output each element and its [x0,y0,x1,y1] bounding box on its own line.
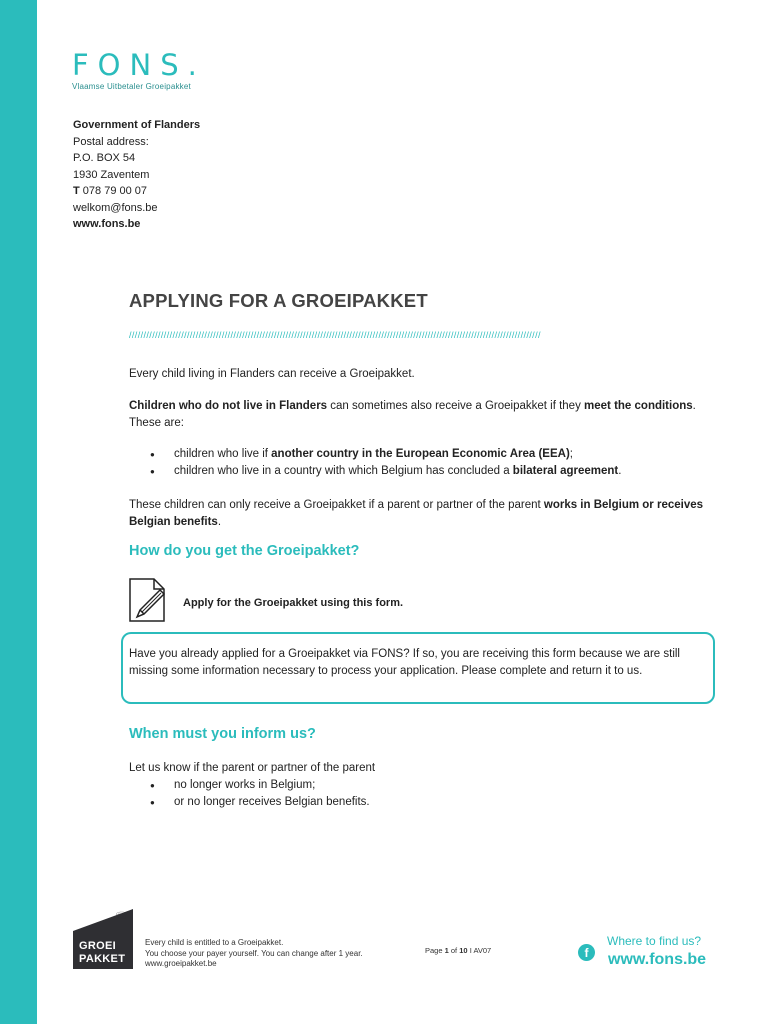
city: 1930 Zaventem [73,168,150,181]
list-item [150,463,621,480]
inform-intro: Let us know if the parent or partner of the parent [129,762,376,774]
badge-line-1: GROEI [79,940,116,952]
conditions-paragraph [129,398,699,432]
conditions-bold-2: meet the conditions [584,400,693,412]
eligibility-paragraph [129,497,709,531]
conditions-text-1: can sometimes also receive a Groeipakket if they [327,400,585,412]
list-item-end: ; [569,448,573,460]
list-item [150,446,621,463]
conditions-text-2: . These are: [129,400,696,429]
sender-address [73,117,200,233]
notice-text: Have you already applied for a Groeipakket via FONS? If so, you are receiving this form because we are still missing some information necessary to process your application. Please complete and return it to us. [129,648,680,677]
page-of: of [450,946,458,955]
slash-divider: ////////////////////////////////////////////////////////////////////////////////////////////////////////////////////////////////////////////// [129,330,541,340]
inform-list [150,777,370,811]
list-item-text: children who live if [174,448,272,460]
eligibility-end: . [217,516,222,528]
footer-link[interactable]: www.groeipakket.be [145,959,217,968]
phone-prefix: T [73,185,80,197]
where-to-find-us: Where to find us? [607,934,702,948]
list-item-end: . [618,465,622,477]
facebook-icon[interactable]: f [578,944,595,961]
badge-line-2: PAKKET [79,953,126,965]
page-total: 10 [459,946,468,955]
logo-wordmark: FONS. [72,48,206,82]
footer-website-link[interactable]: www.fons.be [608,951,707,968]
footer-line-2: You choose your payer yourself. You can change after 1 year. [145,948,363,958]
section-heading-inform: When must you inform us? [129,726,316,742]
list-item-text: children who live in a country with which Belgium has concluded a [174,465,513,477]
list-item: ● or no longer receives Belgian benefits. [150,794,370,811]
logo-tagline: Vlaamse Uitbetaler Groeipakket [72,82,191,91]
teal-sidebar-stripe [0,0,37,1024]
list-item-bold: another country in the European Economic Area (EEA) [271,448,570,460]
doc-code: I AV07 [469,946,492,955]
phone-icon: ☏ [115,911,128,922]
list-item-bold: bilateral agreement [512,465,619,477]
notice-box [121,632,715,704]
eligibility-bold: works in Belgium or receives Belgian benefits [129,499,704,528]
phone-number: 078 79 00 07 [82,185,148,197]
conditions-list [150,446,621,480]
apply-instruction: Apply for the Groeipakket using this form. [183,597,404,609]
postal-label: Postal address: [73,135,149,148]
conditions-bold-1: Children who do not live in Flanders [129,400,328,412]
title-block [129,290,714,342]
website-link[interactable]: www.fons.be [73,218,141,230]
form-pen-icon [128,577,170,623]
page-indicator [425,946,491,955]
page-title: APPLYING FOR A GROEIPAKKET [129,290,428,311]
page-label: Page [425,946,443,955]
fons-logo [72,50,206,91]
email-link[interactable]: welkom@fons.be [73,201,158,214]
intro-text: Every child living in Flanders can receive a Groeipakket. [129,368,415,380]
section-heading-how: How do you get the Groeipakket? [129,543,360,559]
list-item: ● no longer works in Belgium; [150,777,370,794]
footer-tagline [145,938,363,970]
org-name: Government of Flanders [73,119,201,131]
footer-line-1: Every child is entitled to a Groeipakket. [145,938,284,947]
phone-line [73,183,200,200]
eligibility-text: These children can only receive a Groeipakket if a parent or partner of the parent [129,499,544,511]
page-number: 1 [444,946,449,955]
badge-text [79,940,125,966]
po-box: P.O. BOX 54 [73,152,136,164]
groeipakket-badge [73,909,133,969]
